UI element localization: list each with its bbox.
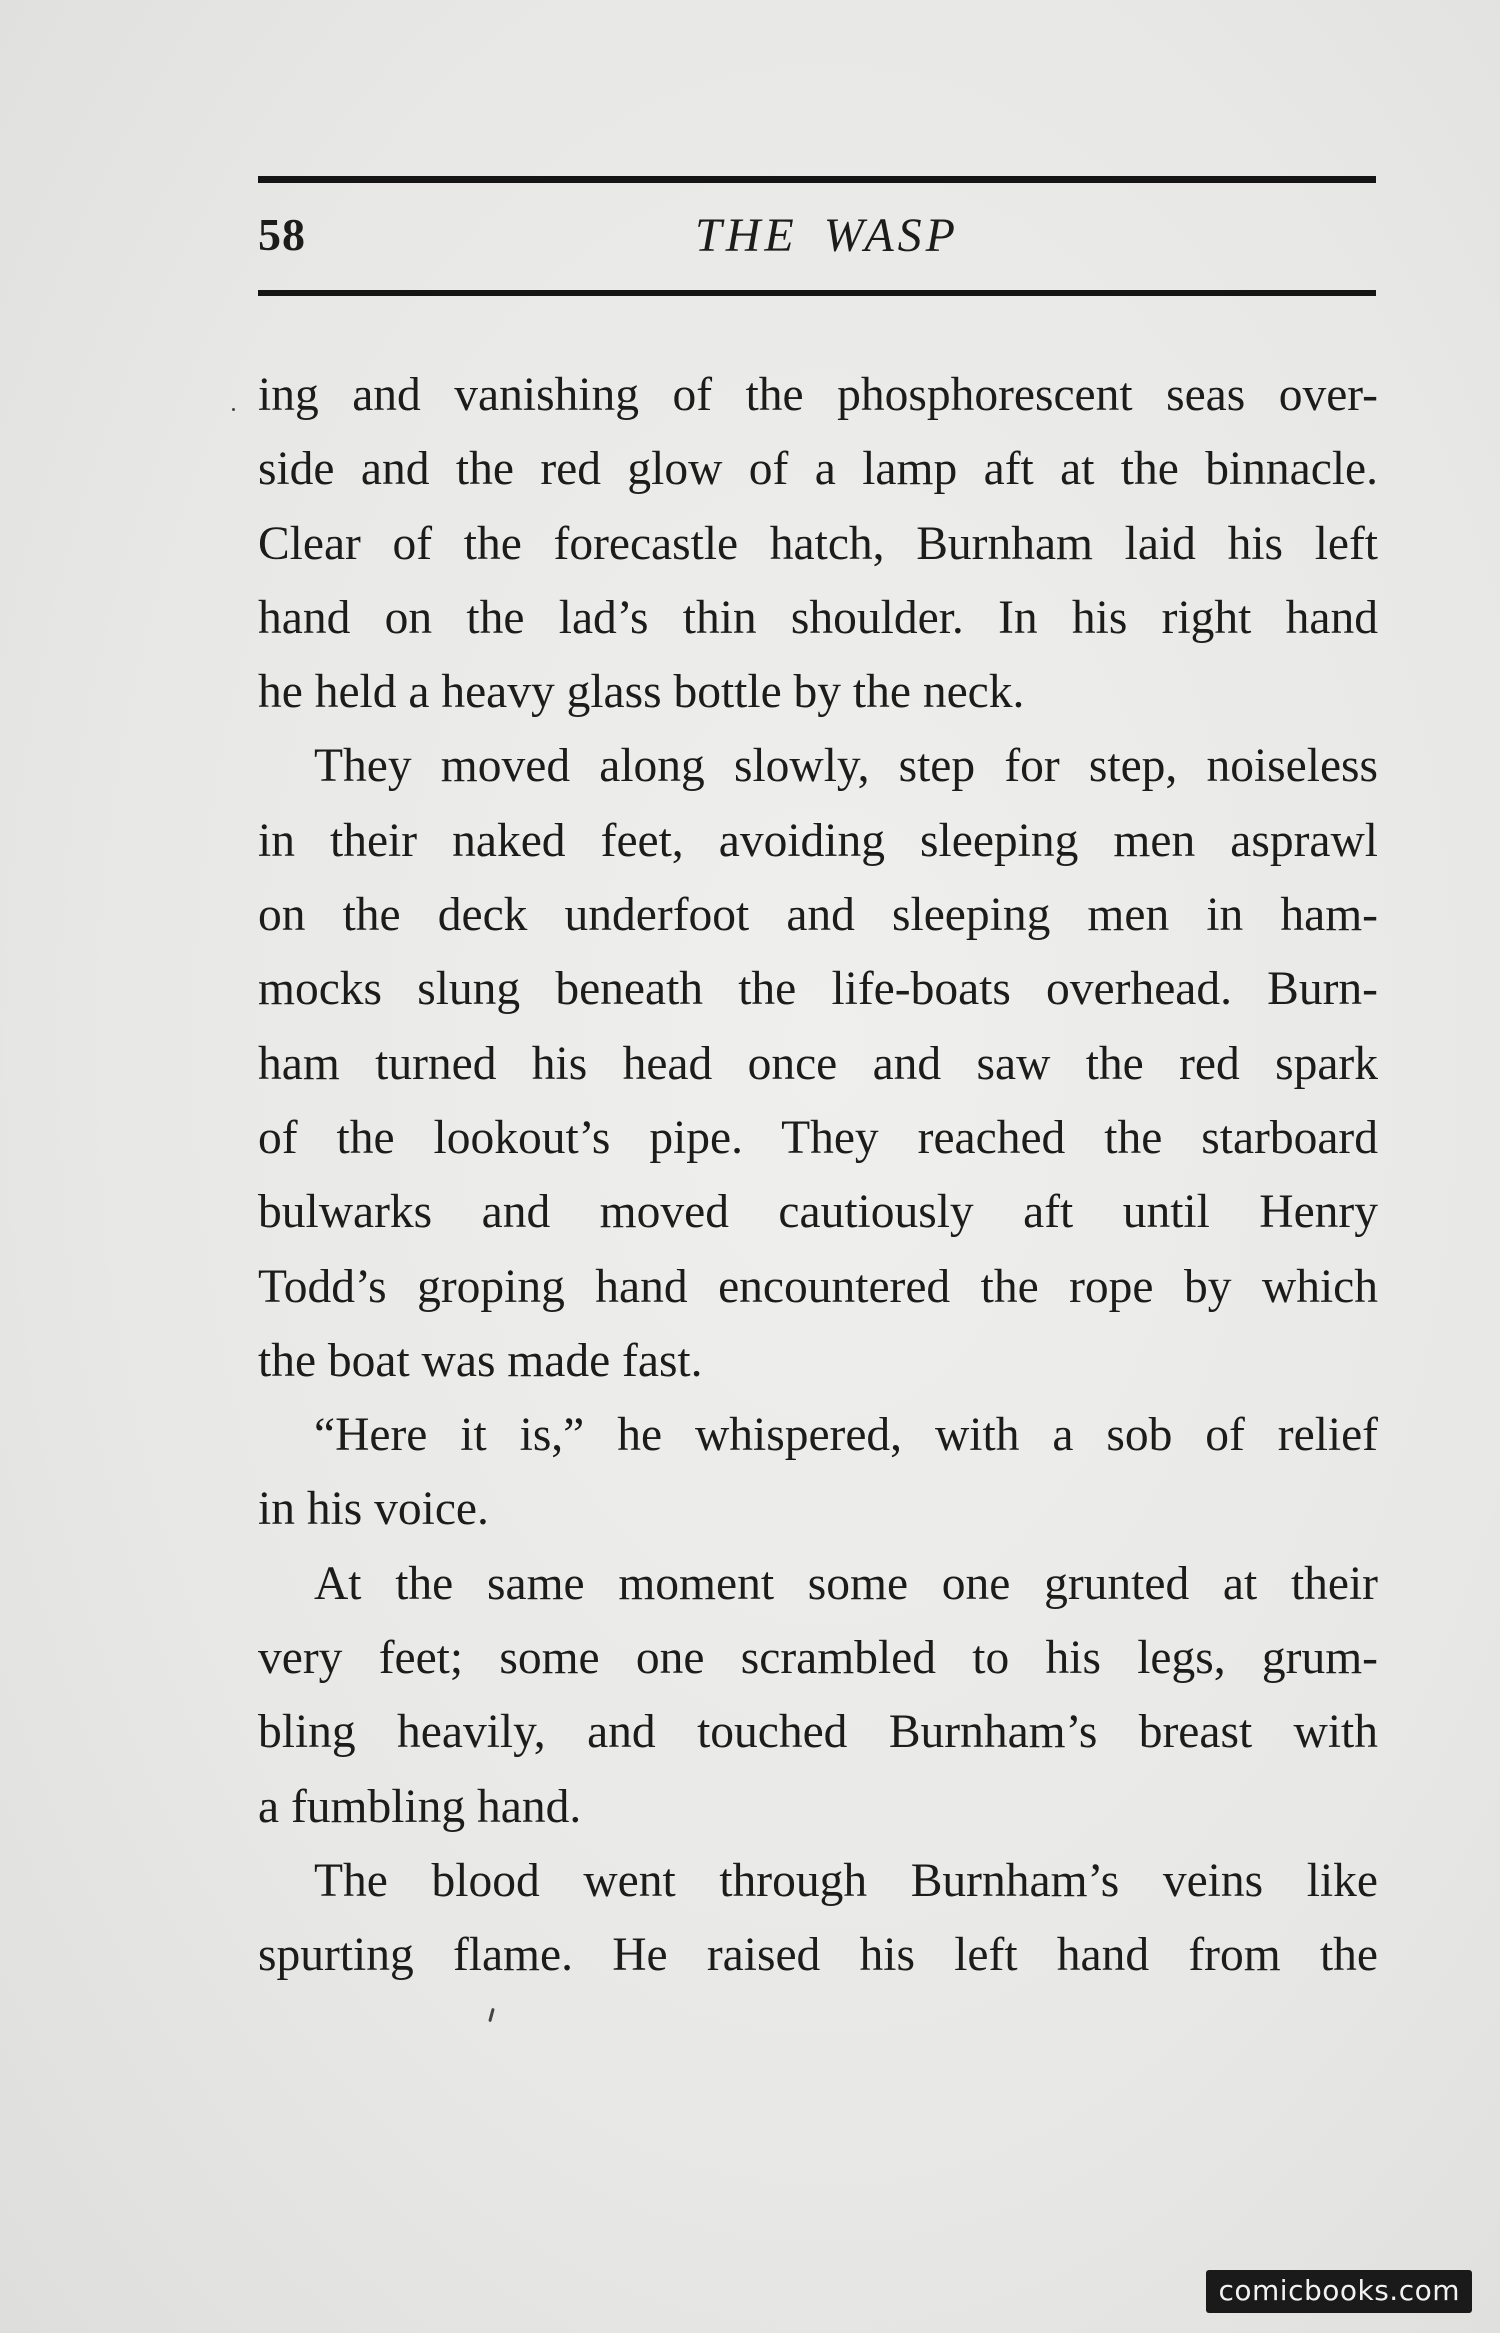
text-line: in his voice. bbox=[258, 1483, 489, 1536]
page-number: 58 bbox=[258, 209, 306, 260]
text-line: Todd’s groping hand encountered the rope by which bbox=[258, 1260, 1378, 1313]
text-line: Clear of the forecastle hatch, Burnham laid his left bbox=[258, 517, 1378, 570]
body-text bbox=[258, 358, 1378, 1993]
text-line: spurting flame. He raised his left hand from the bbox=[258, 1929, 1378, 1982]
print-speck bbox=[488, 2008, 495, 2022]
text-line: The blood went through Burnham’s veins like bbox=[314, 1854, 1378, 1907]
text-line: side and the red glow of a lamp aft at the binnacle. bbox=[258, 443, 1378, 496]
print-speck bbox=[232, 408, 235, 411]
text-line: a fumbling hand. bbox=[258, 1780, 582, 1833]
text-line: in their naked feet, avoiding sleeping men asprawl bbox=[258, 814, 1378, 867]
text-line: bling heavily, and touched Burnham’s breast with bbox=[258, 1706, 1378, 1759]
running-title: THE WASP bbox=[695, 209, 959, 262]
text-line: “Here it is,” he whispered, with a sob of relief bbox=[314, 1409, 1378, 1462]
text-line: ham turned his head once and saw the red spark bbox=[258, 1037, 1378, 1090]
watermark: comicbooks.com bbox=[1206, 2270, 1472, 2313]
text-line: he held a heavy glass bottle by the neck. bbox=[258, 666, 1025, 719]
text-line: hand on the lad’s thin shoulder. In his right hand bbox=[258, 591, 1378, 644]
text-line: At the same moment some one grunted at their bbox=[314, 1557, 1378, 1610]
text-line: very feet; some one scrambled to his legs, grum- bbox=[258, 1632, 1378, 1685]
text-line: on the deck underfoot and sleeping men in ham- bbox=[258, 889, 1378, 942]
running-head bbox=[258, 208, 1376, 268]
header-bottom-rule bbox=[258, 290, 1376, 296]
text-line: bulwarks and moved cautiously aft until Henry bbox=[258, 1186, 1378, 1239]
text-line: the boat was made fast. bbox=[258, 1334, 703, 1387]
header-top-rule bbox=[258, 176, 1376, 183]
text-line: mocks slung beneath the life-boats overhead. Burn- bbox=[258, 963, 1378, 1016]
text-line: of the lookout’s pipe. They reached the starboard bbox=[258, 1111, 1378, 1164]
text-line: ing and vanishing of the phosphorescent seas over- bbox=[258, 369, 1378, 421]
text-line: They moved along slowly, step for step, noiseless bbox=[314, 740, 1378, 793]
